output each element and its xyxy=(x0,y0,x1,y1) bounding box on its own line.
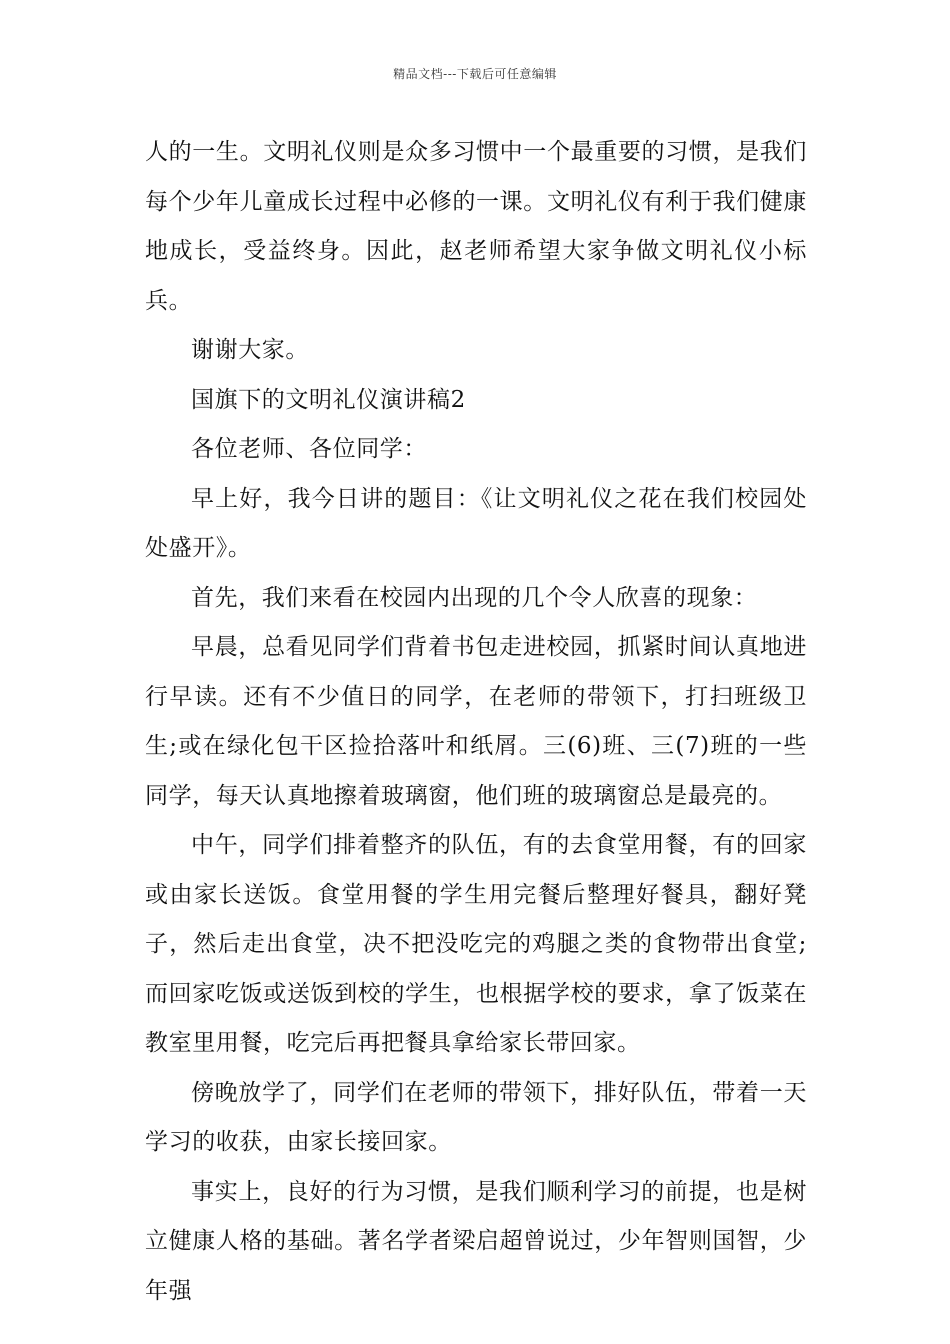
document-body xyxy=(145,128,807,1316)
paragraph-intro: 首先，我们来看在校园内出现的几个令人欣喜的现象： xyxy=(191,584,758,611)
paragraph-thanks: 谢谢大家。 xyxy=(191,337,309,363)
paragraph-conclusion: 事实上，良好的行为习惯，是我们顺利学习的前提，也是树立健康人格的基础。著名学者梁启超曾说过，少年智则国智，少年强 xyxy=(145,1178,807,1304)
paragraph-continuation: 人的一生。文明礼仪则是众多习惯中一个最重要的习惯，是我们每个少年儿童成长过程中必修的一课。文明礼仪有利于我们健康地成长，受益终身。因此，赵老师希望大家争做文明礼仪小标兵。 xyxy=(145,139,807,314)
speech-title: 国旗下的文明礼仪演讲稿2 xyxy=(191,386,466,413)
paragraph-salutation: 各位老师、各位同学： xyxy=(191,436,427,462)
paragraph-noon: 中午，同学们排着整齐的队伍，有的去食堂用餐，有的回家或由家长送饭。食堂用餐的学生用完餐后整理好餐具，翻好凳子，然后走出食堂，决不把没吃完的鸡腿之类的食物带出食堂;而回家吃饭或送饭到校的学生，也根据学校的要求，拿了饭菜在教室里用餐，吃完后再把餐具拿给家长带回家。 xyxy=(145,832,807,1056)
paragraph-evening: 傍晚放学了，同学们在老师的带领下，排好队伍，带着一天学习的收获，由家长接回家。 xyxy=(145,1079,807,1155)
paragraph-greeting: 早上好，我今日讲的题目：《让文明礼仪之花在我们校园处处盛开》。 xyxy=(145,485,807,561)
page-header: 精品文档---下载后可任意编辑 xyxy=(393,67,557,81)
paragraph-morning: 早晨，总看见同学们背着书包走进校园，抓紧时间认真地进行早读。还有不少值日的同学，在老师的带领下，打扫班级卫生;或在绿化包干区捡拾落叶和纸屑。三(6)班、三(7)班的一些同学，每天认真地擦着玻璃窗，他们班的玻璃窗总是最亮的。 xyxy=(145,634,807,809)
